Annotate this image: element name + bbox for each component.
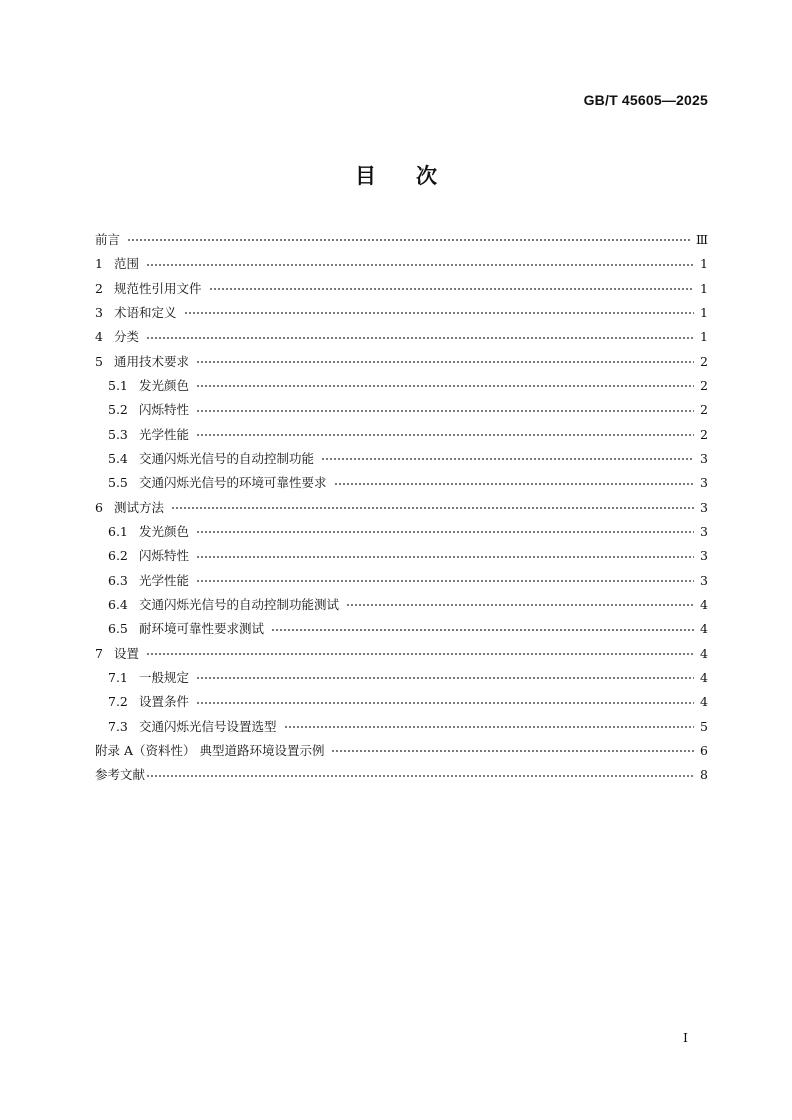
toc-entry-page: 3 — [700, 499, 708, 515]
toc-entry-label: 范围 — [114, 256, 140, 272]
toc-entry-label: 规范性引用文件 — [114, 280, 202, 296]
toc-entry-page: Ⅲ — [695, 231, 708, 247]
toc-entry-number: 2 — [95, 280, 103, 296]
toc-entry-page: 4 — [700, 694, 708, 710]
dot-leader — [171, 505, 694, 511]
toc-entry-label: 附录 A（资料性） 典型道路环境设置示例 — [95, 743, 325, 759]
toc-entry-number: 7.1 — [108, 670, 128, 686]
dot-leader — [196, 383, 694, 389]
toc-entry-number: 7 — [95, 645, 103, 661]
toc-entry-label: 前言 — [95, 231, 121, 247]
toc-entry-number: 6.1 — [108, 524, 128, 540]
dot-leader — [209, 286, 695, 292]
dot-leader — [196, 359, 694, 365]
toc-entry-label: 发光颜色 — [139, 377, 190, 393]
toc-entry-page: 2 — [700, 402, 708, 418]
toc-entry-number: 6.4 — [108, 597, 128, 613]
dot-leader — [196, 675, 694, 681]
toc-entry-page: 6 — [700, 743, 708, 759]
toc-entry-number: 5 — [95, 353, 103, 369]
toc-entry-page: 1 — [700, 280, 708, 296]
toc-entry-page: 4 — [700, 645, 708, 661]
toc-entry-page: 4 — [700, 597, 708, 613]
toc-entry-label: 通用技术要求 — [114, 353, 190, 369]
toc-entry-label: 交通闪烁光信号的自动控制功能 — [139, 451, 315, 467]
dot-leader — [196, 408, 694, 414]
toc-entry-number: 3 — [95, 304, 103, 320]
toc-entry-number: 6 — [95, 499, 103, 515]
toc-entry-number: 7.3 — [108, 718, 128, 734]
toc-entry-page: 5 — [700, 718, 708, 734]
toc-entry-label: 分类 — [114, 329, 140, 345]
toc-entry-number: 6.3 — [108, 572, 128, 588]
toc-entry-page: 2 — [700, 353, 708, 369]
toc-entry[interactable] — [95, 301, 708, 325]
toc-entry-label: 闪烁特性 — [139, 402, 190, 418]
dot-leader — [184, 310, 695, 316]
dot-leader — [271, 627, 694, 633]
dot-leader — [196, 578, 694, 584]
toc-entry-label: 交通闪烁光信号的自动控制功能测试 — [139, 597, 340, 613]
dot-leader — [331, 748, 694, 754]
dot-leader — [196, 529, 694, 535]
toc-entry-page: 3 — [700, 548, 708, 564]
toc-entry-page: 2 — [700, 426, 708, 442]
toc-entry[interactable] — [95, 764, 708, 788]
toc-entry-page: 4 — [700, 621, 708, 637]
toc-entry[interactable] — [95, 618, 708, 642]
toc-entry[interactable] — [95, 569, 708, 593]
toc-entry[interactable] — [95, 666, 708, 690]
toc-entry-page: 3 — [700, 572, 708, 588]
page-number: I — [683, 1030, 688, 1045]
toc-entry-page: 3 — [700, 524, 708, 540]
toc-entry[interactable] — [95, 398, 708, 422]
dot-leader — [146, 335, 694, 341]
dot-leader — [146, 262, 694, 268]
toc-entry[interactable] — [95, 496, 708, 520]
toc-entry-number: 5.3 — [108, 426, 128, 442]
toc-entry-page: 3 — [700, 475, 708, 491]
toc-entry-number: 5.1 — [108, 377, 128, 393]
toc-entry-page: 1 — [700, 256, 708, 272]
dot-leader — [346, 602, 694, 608]
toc-entry-number: 7.2 — [108, 694, 128, 710]
dot-leader — [334, 481, 695, 487]
toc-entry-label: 交通闪烁光信号的环境可靠性要求 — [139, 475, 327, 491]
toc-entry-label: 一般规定 — [139, 670, 190, 686]
toc-entry-page: 1 — [700, 329, 708, 345]
toc-entry-label: 测试方法 — [114, 499, 165, 515]
toc-entry-number: 6.5 — [108, 621, 128, 637]
toc-entry-label: 设置条件 — [139, 694, 190, 710]
toc-entry-label: 耐环境可靠性要求测试 — [139, 621, 265, 637]
toc-entry-label: 光学性能 — [139, 572, 190, 588]
toc-entry-label: 参考文献 — [95, 767, 146, 783]
toc-entry[interactable] — [95, 739, 708, 763]
dot-leader — [127, 237, 690, 243]
toc-entry[interactable] — [95, 593, 708, 617]
toc-entry[interactable] — [95, 642, 708, 666]
toc-entry-number: 5.4 — [108, 451, 128, 467]
toc-entry-number: 5.5 — [108, 475, 128, 491]
toc-entry[interactable] — [95, 228, 708, 252]
table-of-contents — [95, 228, 708, 788]
toc-entry[interactable] — [95, 423, 708, 447]
toc-entry[interactable] — [95, 374, 708, 398]
dot-leader — [146, 651, 694, 657]
toc-entry-number: 5.2 — [108, 402, 128, 418]
toc-entry-label: 光学性能 — [139, 426, 190, 442]
dot-leader — [321, 456, 694, 462]
toc-entry-page: 4 — [700, 670, 708, 686]
toc-entry[interactable] — [95, 252, 708, 276]
toc-entry-label: 发光颜色 — [139, 524, 190, 540]
toc-entry-page: 8 — [700, 767, 708, 783]
toc-entry-label: 交通闪烁光信号设置选型 — [139, 718, 277, 734]
dot-leader — [196, 700, 694, 706]
toc-entry[interactable] — [95, 277, 708, 301]
toc-entry-label: 闪烁特性 — [139, 548, 190, 564]
dot-leader — [284, 724, 695, 730]
toc-entry[interactable] — [95, 691, 708, 715]
toc-entry[interactable] — [95, 350, 708, 374]
toc-entry-number: 4 — [95, 329, 103, 345]
toc-entry-page: 2 — [700, 377, 708, 393]
toc-entry-number: 1 — [95, 256, 103, 272]
toc-entry[interactable] — [95, 471, 708, 495]
dot-leader — [196, 554, 694, 560]
toc-entry[interactable] — [95, 325, 708, 349]
toc-entry[interactable] — [95, 447, 708, 471]
toc-title: 目次 — [355, 164, 477, 188]
dot-leader — [146, 773, 694, 779]
standard-code: GB/T 45605—2025 — [583, 92, 708, 108]
dot-leader — [196, 432, 694, 438]
toc-entry-page: 3 — [700, 451, 708, 467]
toc-entry[interactable] — [95, 520, 708, 544]
toc-entry-page: 1 — [700, 304, 708, 320]
toc-entry-number: 6.2 — [108, 548, 128, 564]
toc-entry-label: 设置 — [114, 645, 140, 661]
toc-entry[interactable] — [95, 715, 708, 739]
toc-entry[interactable] — [95, 544, 708, 568]
toc-entry-label: 术语和定义 — [114, 304, 177, 320]
